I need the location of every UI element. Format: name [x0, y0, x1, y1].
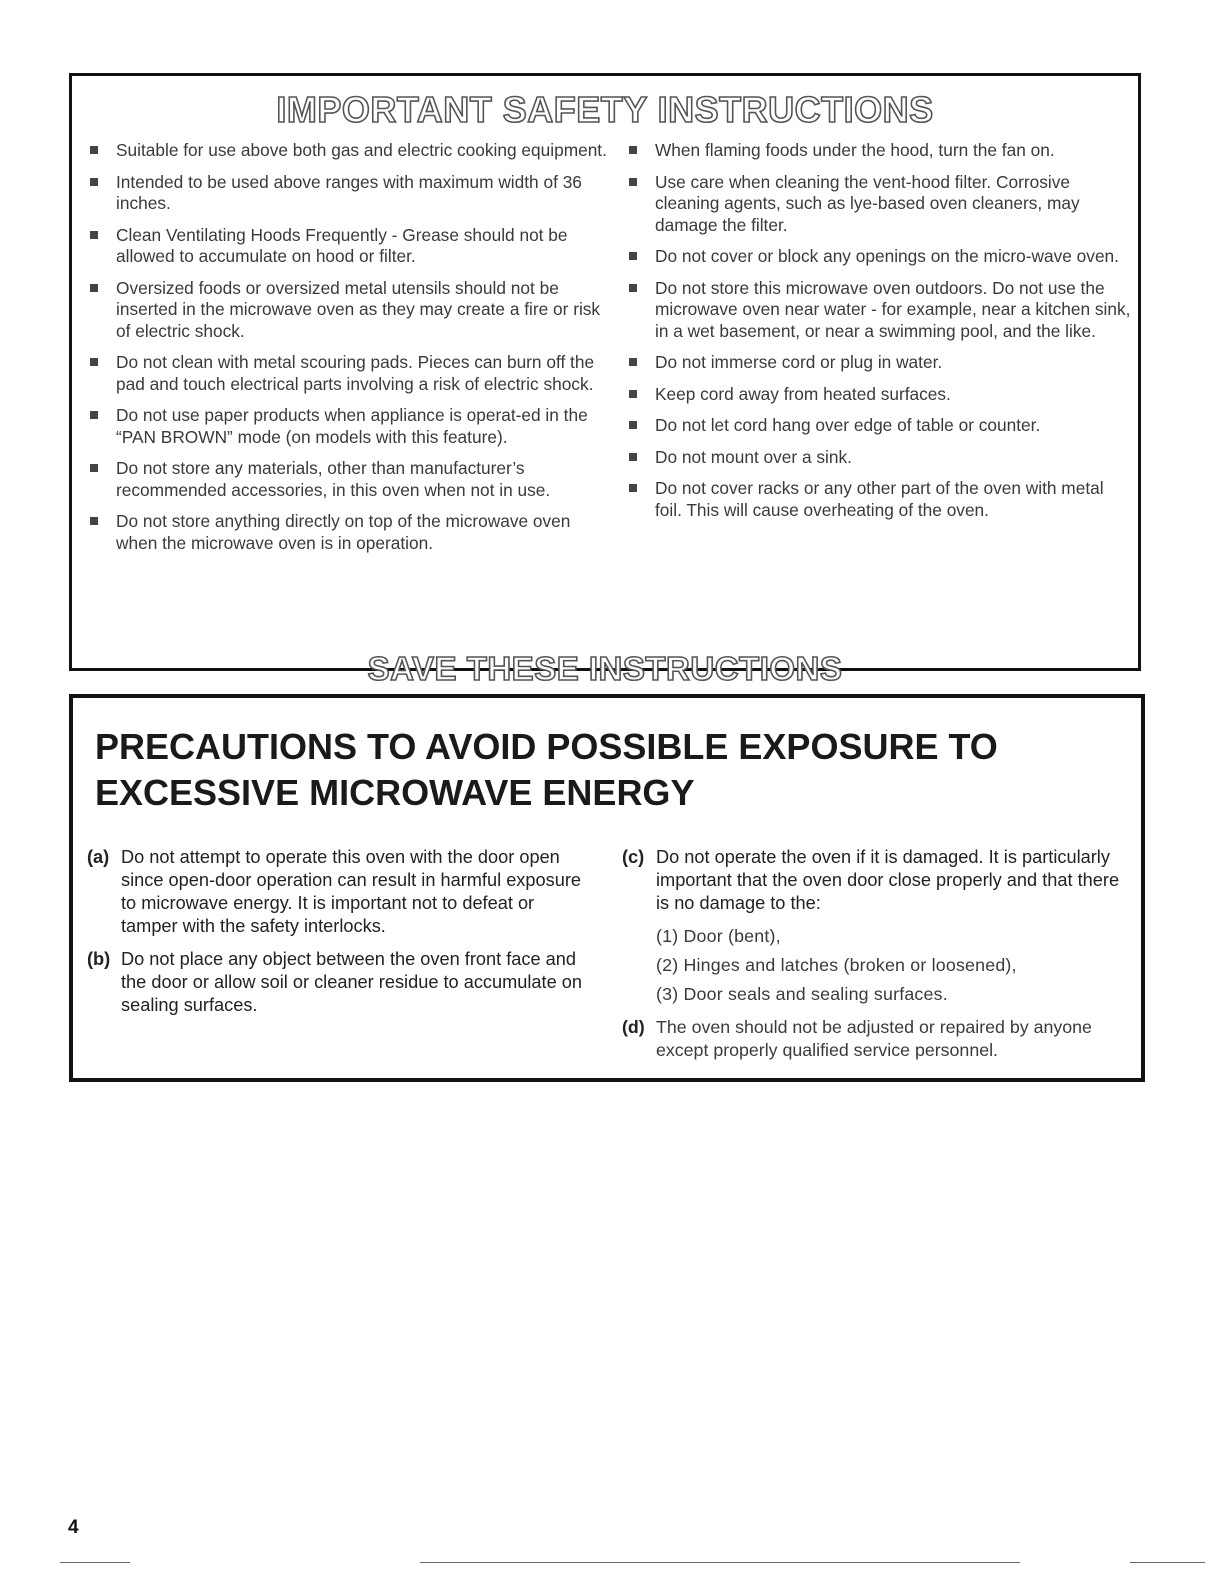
save-instructions-heading: SAVE THESE INSTRUCTIONS — [367, 650, 843, 687]
square-bullet-icon — [629, 252, 637, 260]
damage-sublist — [656, 925, 1132, 1006]
square-bullet-icon — [90, 464, 98, 472]
safety-list-left — [86, 140, 614, 564]
list-item — [86, 405, 614, 448]
list-item — [86, 140, 614, 162]
precautions-title: PRECAUTIONS TO AVOID POSSIBLE EXPOSURE TO EXCESSIVE MICROWAVE ENERGY — [95, 726, 998, 813]
list-item-text: Do not store this microwave oven outdoors. Do not use the microwave oven near water - for example, near a kitchen sink, in a wet basement, or near a swimming pool, and the like. — [655, 277, 1131, 341]
sublist-item: (2) Hinges and latches (broken or loosened), — [656, 955, 1017, 975]
list-item — [625, 172, 1135, 237]
item-text: Do not attempt to operate this oven with the door open since open-door operation can result in harmful exposure to microwave energy. It is important not to defeat or tamper with the safety interlocks. — [121, 847, 582, 936]
precaution-item-a — [87, 846, 587, 938]
square-bullet-icon — [629, 421, 637, 429]
square-bullet-icon — [629, 390, 637, 398]
list-item-text: Do not use paper products when appliance is operat-ed in the “PAN BROWN” mode (on models with this feature). — [116, 405, 588, 447]
list-item — [625, 278, 1135, 343]
list-item-text: Do not let cord hang over edge of table or counter. — [655, 415, 1041, 435]
list-item-text: Do not cover racks or any other part of the oven with metal foil. This will cause overheating of the oven. — [655, 478, 1104, 520]
precaution-item-d — [622, 1016, 1132, 1062]
square-bullet-icon — [629, 284, 637, 292]
item-marker: (c) — [622, 847, 645, 867]
item-text: The oven should not be adjusted or repaired by anyone except properly qualified service personnel. — [656, 1017, 1092, 1060]
bottom-rule — [420, 1562, 1020, 1563]
precautions-box — [69, 694, 1145, 1082]
list-item — [625, 352, 1135, 374]
list-item-text: Suitable for use above both gas and electric cooking equipment. — [116, 140, 607, 160]
item-marker: (b) — [87, 949, 111, 969]
item-text: Do not place any object between the oven front face and the door or allow soil or cleaner residue to accumulate on sealing surfaces. — [121, 949, 583, 1015]
list-item-text: Clean Ventilating Hoods Frequently - Grease should not be allowed to accumulate on hood or filter. — [116, 224, 568, 266]
bottom-rule — [1130, 1562, 1205, 1563]
square-bullet-icon — [629, 484, 637, 492]
item-text: Do not operate the oven if it is damaged. It is particularly important that the oven door close properly and that there is no damage to the: — [656, 847, 1120, 913]
list-item — [625, 246, 1135, 268]
list-item-text: Do not clean with metal scouring pads. Pieces can burn off the pad and touch electrical parts involving a risk of electric shock. — [116, 352, 595, 394]
item-marker: (a) — [87, 847, 110, 867]
precaution-item-c — [622, 846, 1132, 1006]
list-item-text: When flaming foods under the hood, turn the fan on. — [655, 140, 1055, 160]
square-bullet-icon — [90, 146, 98, 154]
list-item — [86, 458, 614, 501]
list-item — [86, 225, 614, 268]
sublist-item: (3) Door seals and sealing surfaces. — [656, 984, 948, 1004]
list-item-text: Do not store anything directly on top of the microwave oven when the microwave oven is in operation. — [116, 511, 571, 553]
square-bullet-icon — [629, 358, 637, 366]
precautions-list-left — [87, 846, 587, 1027]
precautions-list-right — [622, 846, 1132, 1072]
square-bullet-icon — [90, 358, 98, 366]
list-item — [625, 447, 1135, 469]
list-item — [86, 352, 614, 395]
list-item-text: Keep cord away from heated surfaces. — [655, 383, 951, 404]
square-bullet-icon — [90, 517, 98, 525]
square-bullet-icon — [90, 178, 98, 186]
square-bullet-icon — [629, 146, 637, 154]
sublist-item: (1) Door (bent), — [656, 926, 781, 946]
list-item — [625, 415, 1135, 437]
list-item — [625, 384, 1135, 406]
list-item-text: Do not store any materials, other than manufacturer’s recommended accessories, in this oven when not in use. — [116, 458, 551, 500]
precaution-item-b — [87, 948, 587, 1017]
bottom-rule — [60, 1562, 130, 1563]
list-item — [625, 140, 1135, 162]
list-item-text: Intended to be used above ranges with maximum width of 36 inches. — [116, 171, 582, 213]
list-item-text: Do not mount over a sink. — [655, 446, 852, 467]
list-item — [625, 478, 1135, 521]
list-item-text: Use care when cleaning the vent-hood filter. Corrosive cleaning agents, such as lye-based oven cleaners, may damage the filter. — [655, 171, 1080, 235]
list-item — [86, 278, 614, 343]
square-bullet-icon — [629, 453, 637, 461]
page-number: 4 — [68, 1517, 79, 1538]
square-bullet-icon — [629, 178, 637, 186]
list-item — [86, 172, 614, 215]
square-bullet-icon — [90, 411, 98, 419]
square-bullet-icon — [90, 231, 98, 239]
list-item-text: Oversized foods or oversized metal utensils should not be inserted in the microwave oven as they may create a fire or risk of electric shock. — [116, 277, 601, 341]
safety-title: IMPORTANT SAFETY INSTRUCTIONS — [276, 89, 934, 130]
list-item — [86, 511, 614, 554]
list-item-text: Do not immerse cord or plug in water. — [655, 352, 943, 372]
safety-list-right — [625, 140, 1135, 531]
safety-instructions-box — [69, 73, 1141, 687]
list-item-text: Do not cover or block any openings on the micro-wave oven. — [655, 246, 1119, 266]
square-bullet-icon — [90, 284, 98, 292]
item-marker: (d) — [622, 1017, 645, 1037]
